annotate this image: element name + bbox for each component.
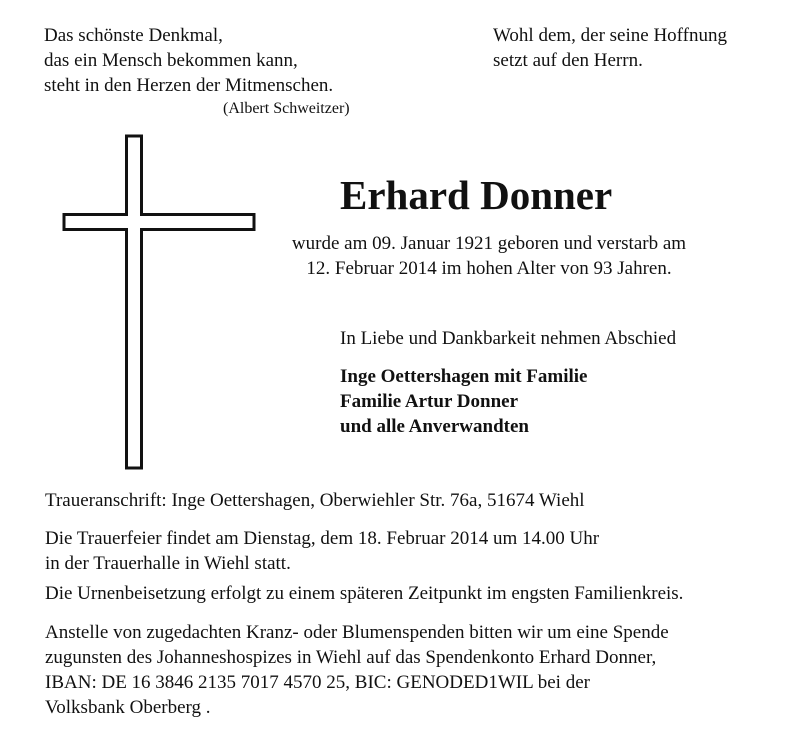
deceased-name: Erhard Donner	[340, 172, 613, 218]
quote-attribution: (Albert Schweitzer)	[223, 100, 350, 117]
quote-right	[493, 23, 727, 73]
quote-left-line: Das schönste Denkmal,	[44, 25, 223, 46]
quote-left	[44, 23, 333, 98]
ceremony-info	[45, 526, 599, 576]
quote-right-line: setzt auf den Herrn.	[493, 50, 643, 71]
mourner: Inge Oettershagen mit Familie	[340, 366, 588, 387]
donation-line: Volksbank Oberberg .	[45, 697, 211, 718]
mourners-list	[340, 364, 587, 439]
quote-left-line: steht in den Herzen der Mitmenschen.	[44, 75, 334, 96]
quote-right-line: Wohl dem, der seine Hoffnung	[493, 25, 727, 46]
mourner: Familie Artur Donner	[340, 391, 519, 412]
donation-line: zugunsten des Johanneshospizes in Wiehl auf das Spendenkonto Erhard Donner,	[45, 647, 657, 668]
life-dates-line: wurde am 09. Januar 1921 geboren und verstarb am	[291, 233, 687, 254]
quote-left-line: das ein Mensch bekommen kann,	[44, 50, 298, 71]
life-dates	[259, 231, 719, 281]
cross-icon	[62, 134, 256, 470]
mourning-address: Traueranschrift: Inge Oettershagen, Oberwiehler Str. 76a, 51674 Wiehl	[45, 490, 585, 511]
farewell-text: In Liebe und Dankbarkeit nehmen Abschied	[340, 328, 677, 349]
mourner: und alle Anverwandten	[340, 416, 529, 437]
donation-info	[45, 620, 669, 720]
donation-line: IBAN: DE 16 3846 2135 7017 4570 25, BIC: GENODED1WIL bei der	[45, 672, 590, 693]
burial-info: Die Urnenbeisetzung erfolgt zu einem späteren Zeitpunkt im engsten Familienkreis.	[45, 583, 684, 604]
ceremony-line: in der Trauerhalle in Wiehl statt.	[45, 553, 291, 574]
life-dates-line: 12. Februar 2014 im hohen Alter von 93 Jahren.	[306, 258, 672, 279]
donation-line: Anstelle von zugedachten Kranz- oder Blumenspenden bitten wir um eine Spende	[45, 622, 669, 643]
ceremony-line: Die Trauerfeier findet am Dienstag, dem 18. Februar 2014 um 14.00 Uhr	[45, 528, 600, 549]
